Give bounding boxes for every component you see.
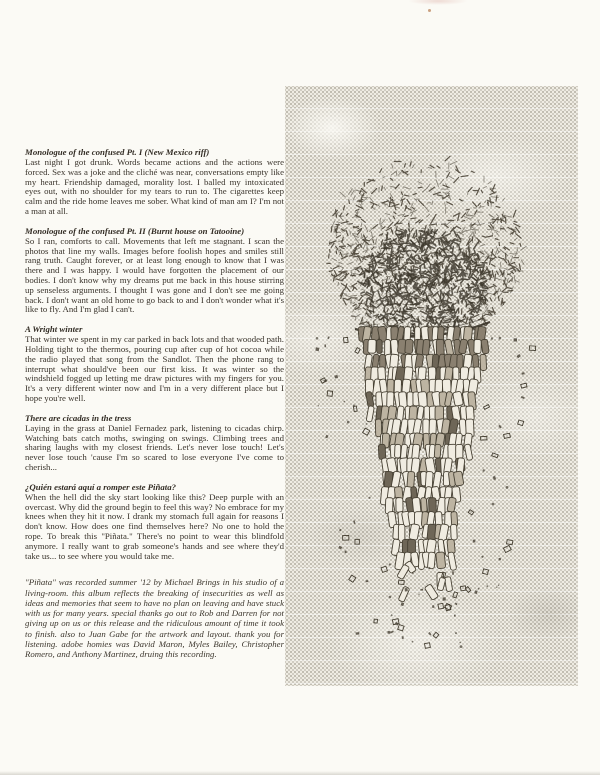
song-note-body: So I ran, comforts to call. Movements that left me stagnant. I scan the photos that line my walls. Images before foolish hopes and smiles still rang truth. Caught forever, or at least long enough to know that I was there and I was happy. I would have forgotten the placement of our bodies. I don't know why my dreams put me back in this house stirring up senseless arguments. I thought I was gone and I don't see me going back. I don't want an old home to go back to and I don't wonder what it's like to fly. And I'm glad I can't. [25, 235, 284, 315]
song-note-body: When the hell did the sky start looking like this? Deep purple with an overcast. Why did the ground begin to feel this way? No embrace for my knees when they hit it now. I drank my stomach full again for reasons I don't know. How does one find themselves here? No one to hold the rope. To break this "Piñata." There's no point to wear this blindfold anymore. I really want to grab someone's hands and see where they'd take us... to see where you would take me. [25, 491, 284, 561]
song-note-section [25, 226, 284, 315]
scan-speck [428, 9, 431, 12]
song-note-section [25, 482, 284, 562]
song-title: Monologue of the confused Pt. II (Burnt house on Tatooine) [25, 225, 245, 236]
song-note-section [25, 147, 284, 217]
album-credits: "Piñata" was recorded summer '12 by Michael Brings in his studio of a living-room. this album reflects the breaking of insecurities as well as ideas and memories that seem to have no plan on leaving and have stuck with us for many years. special thanks go out to Rob and Darren for not giving up on us or this release and the ridiculous amount of time it took to finish. also to Juan Gabe for the artwork and layout. thank you for listening. adobe homies was David Maron, Myles Bailey, Christopher Romero, and Anthony Martinez, druing this recording. [25, 577, 284, 660]
song-title: A Wright winter [25, 324, 83, 335]
page-edge-shadow [0, 771, 600, 775]
liner-notes-text-column [25, 147, 284, 660]
song-note-section [25, 324, 284, 404]
pinata-illustration [285, 86, 578, 686]
song-title: ¿Quién estará aquí a romper este Piñata? [25, 481, 177, 492]
song-note-body: Laying in the grass at Daniel Fernadez park, listening to cicadas chirp. Watching bats catch moths, swinging on swings. Climbing trees and sharing laughs with my closest friends. Let's never lose touch! Let's never lose touch 'cause I'm so scared to lose everyone I've come to cherish... [25, 422, 284, 472]
scan-smudge [408, 0, 468, 5]
song-title: There are cicadas in the tress [25, 412, 132, 423]
song-note-section [25, 413, 284, 473]
song-note-body: That winter we spent in my car parked in back lots and that wooded path. Holding tight to the thermos, pouring cup after cup of hot cocoa while the radio played that song from the Sandlot. Then the phone rang to interrupt what should've been our first kiss. It was winter so the windshield fogged up letting me draw pictures with my fingers for you. It's a very different winter now and I'm in a very different place but I hope you're well. [25, 334, 284, 403]
song-note-body: Last night I got drunk. Words became actions and the actions were forced. Sex was a joke and the cliché was near, conversations empty like my heart. Friendship damaged, morality lost. I balled my intoxicated eyes out, with no shoulder for my tears to run to. The cigarettes keep calm and the ride home leaves me sober. What kind of man am I? I'm not a man at all. [25, 157, 284, 216]
song-title: Monologue of the confused Pt. I (New Mexico riff) [25, 147, 210, 157]
halftone-scan-block [285, 86, 578, 686]
